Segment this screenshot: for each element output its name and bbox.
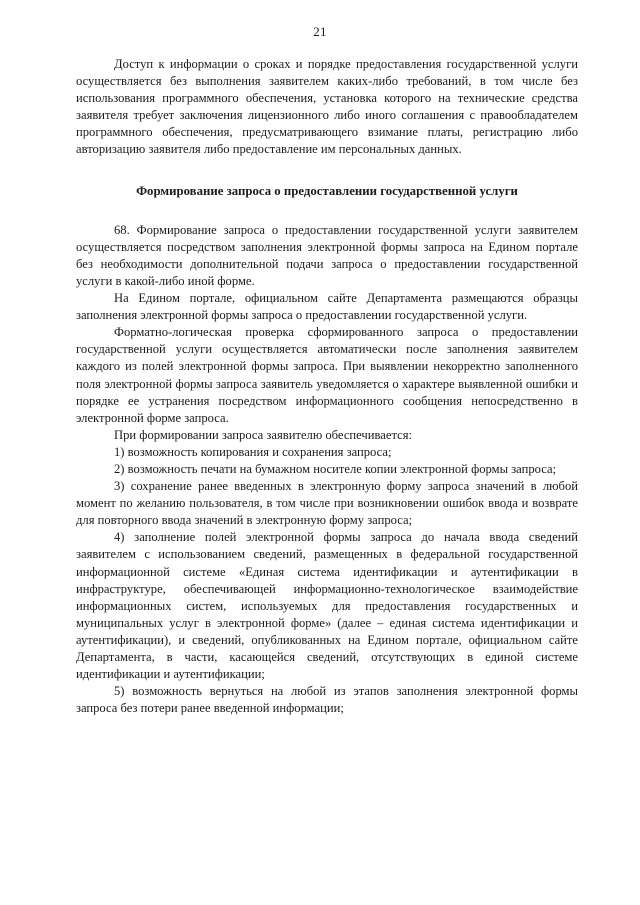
paragraph-access-info: Доступ к информации о сроках и порядке предоставления государственной услуги осуществляется без выполнения заявителем каких-либо требований, в том числе без использования программного обеспечения, установка которого на технические средства заявителя требует заключения лицензионного либо иного соглашения с правообладателем программного обеспечения, предусматривающего взимание платы, регистрацию либо авторизацию заявителя либо предоставление им персональных данных. bbox=[76, 57, 578, 157]
paragraph-provisions-intro: При формировании запроса заявителю обеспечивается: bbox=[114, 427, 413, 442]
list-item-3: 3) сохранение ранее введенных в электронную форму запроса значений в любой момент по желанию пользователя, в том числе при возникновении ошибок ввода и возврате для повторного ввода значений в электронную форму запроса; bbox=[76, 479, 578, 528]
list-item-5: 5) возможность вернуться на любой из этапов заполнения электронной формы запроса без потери ранее введенной информации; bbox=[76, 684, 578, 716]
paragraph-68: 68. Формирование запроса о предоставлении государственной услуги заявителем осуществляется посредством заполнения электронной формы запроса на Едином портале без необходимости дополнительной подачи запроса о предоставлении государственной услуги в какой-либо иной форме. bbox=[76, 222, 578, 288]
paragraph-samples: На Едином портале, официальном сайте Департамента размещаются образцы заполнения электронной формы запроса о предоставлении государственной услуги. bbox=[76, 291, 578, 323]
page-number: 21 bbox=[313, 24, 327, 39]
list-item-2: 2) возможность печати на бумажном носителе копии электронной формы запроса; bbox=[114, 461, 557, 476]
document-body bbox=[76, 56, 578, 717]
paragraph-format-check: Форматно-логическая проверка сформированного запроса о предоставлении государственной услуги осуществляется автоматически после заполнения заявителем каждого из полей электронной формы запроса. При выявлении некорректно заполненного поля электронной формы запроса заявитель уведомляется о характере выявленной ошибки и порядке ее устранения посредством информационного сообщения непосредственно в электронной форме запроса. bbox=[76, 325, 578, 425]
list-item-4: 4) заполнение полей электронной формы запроса до начала ввода сведений заявителем с использованием сведений, размещенных в федеральной государственной информационной системе «Единая система идентификации и аутентификации в инфраструктуре, обеспечивающей информационно-технологическое взаимодействие информационных систем, используемых для предоставления государственных и муниципальных услуг в электронной форме» (далее – единая система идентификации и аутентификации), и сведений, опубликованных на Едином портале, официальном сайте Департамента, в части, касающейся сведений, отсутствующих в единой системе идентификации и аутентификации; bbox=[76, 530, 578, 682]
list-item-1: 1) возможность копирования и сохранения запроса; bbox=[114, 444, 392, 459]
section-heading: Формирование запроса о предоставлении государственной услуги bbox=[136, 183, 518, 198]
